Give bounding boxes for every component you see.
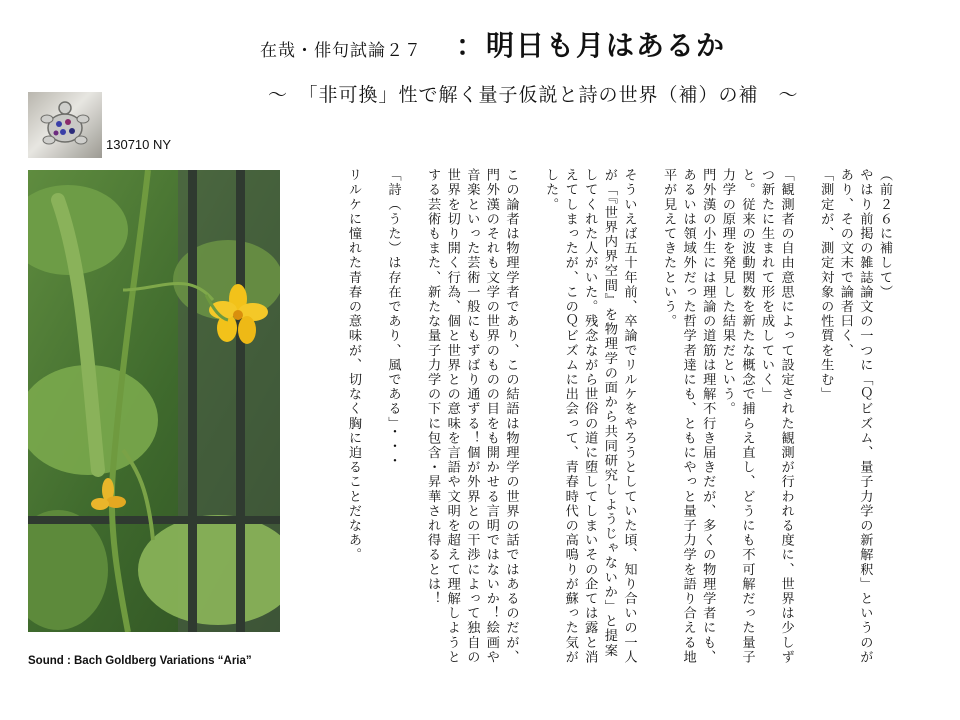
essay-paragraph: と。従来の波動関数を新たな概念で捕らえ直し、どうにも不可解だった量子力学の原理を発見した結果だという。	[719, 168, 755, 665]
essay-paragraph: リルケに憧れた青春の意味が、切なく胸に迫ることだなあ。	[345, 168, 361, 563]
page-subtitle: ～ 「非可換」性で解く量子仮説と詩の世界（補）の補 ～	[268, 84, 799, 106]
turtle-brooch-photo	[28, 92, 102, 158]
date-code: 130710 NY	[106, 137, 172, 152]
essay-paragraph: 門外漢の小生には理論の道筋は理解不行き届きだが、多くの物理学者にも、あるいは領域外だった哲学者達にも、ともにやっと量子力学を語り合える地平が見えてきたという。	[661, 168, 716, 665]
essay-paragraph: 「観測者の自由意思によって設定された観測が行われる度に、世界は少しずつ新たに生まれて形を成していく」	[759, 168, 794, 665]
essay-paragraph: 「詩（うた）は存在であり、風である」・・・	[385, 168, 401, 468]
turtle-brooch-icon	[28, 92, 102, 158]
cucumber-vine-photo	[28, 170, 280, 632]
essay-paragraph: この論者は物理学者であり、この結語は物理学の世界の話ではあるのだが、門外漢のそれも文学の世界のものの目をも開かせる言明ではないか！絵画や音楽といった芸術一般にもずばり通ずる！個が外界との干渉によって独自の世界を切り開く行為、個と世界との意味を言語や文明を超えて理解しようとする芸術もまた、新たな量子力学の下に包含・昇華され得るとは！	[425, 168, 519, 665]
page-title: ：明日も月はあるか	[456, 29, 727, 62]
sound-credit: Sound : Bach Goldberg Variations “Aria”	[28, 655, 252, 667]
essay-paragraph: （前２６に補して）	[877, 168, 892, 300]
series-title: 在哉・俳句試論２７	[260, 41, 422, 61]
essay-paragraph: そういえば五十年前、卒論でリルケをやろうとしていた頃、知り合いの一人が「『世界内界空間』を物理学の面から共同研究しようじゃないか」と提案してくれた人がいた。残念ながら世俗の道に堕してしまいその企ては露と消えてしまったが、このＱビズムに出会って、青春時代の高鳴りが蘇った気がした。	[543, 168, 637, 665]
essay-paragraph: 「測定が、測定対象の性質を生む」	[818, 168, 834, 402]
vertical-essay-text	[312, 168, 894, 668]
essay-paragraph: やはり前掲の雑誌論文の一つに「Ｑビズム、量子力学の新解釈」というのがあり、その文末で論者曰く、	[837, 168, 873, 665]
cucumber-flower-illustration	[28, 170, 280, 632]
title-block	[250, 22, 850, 66]
